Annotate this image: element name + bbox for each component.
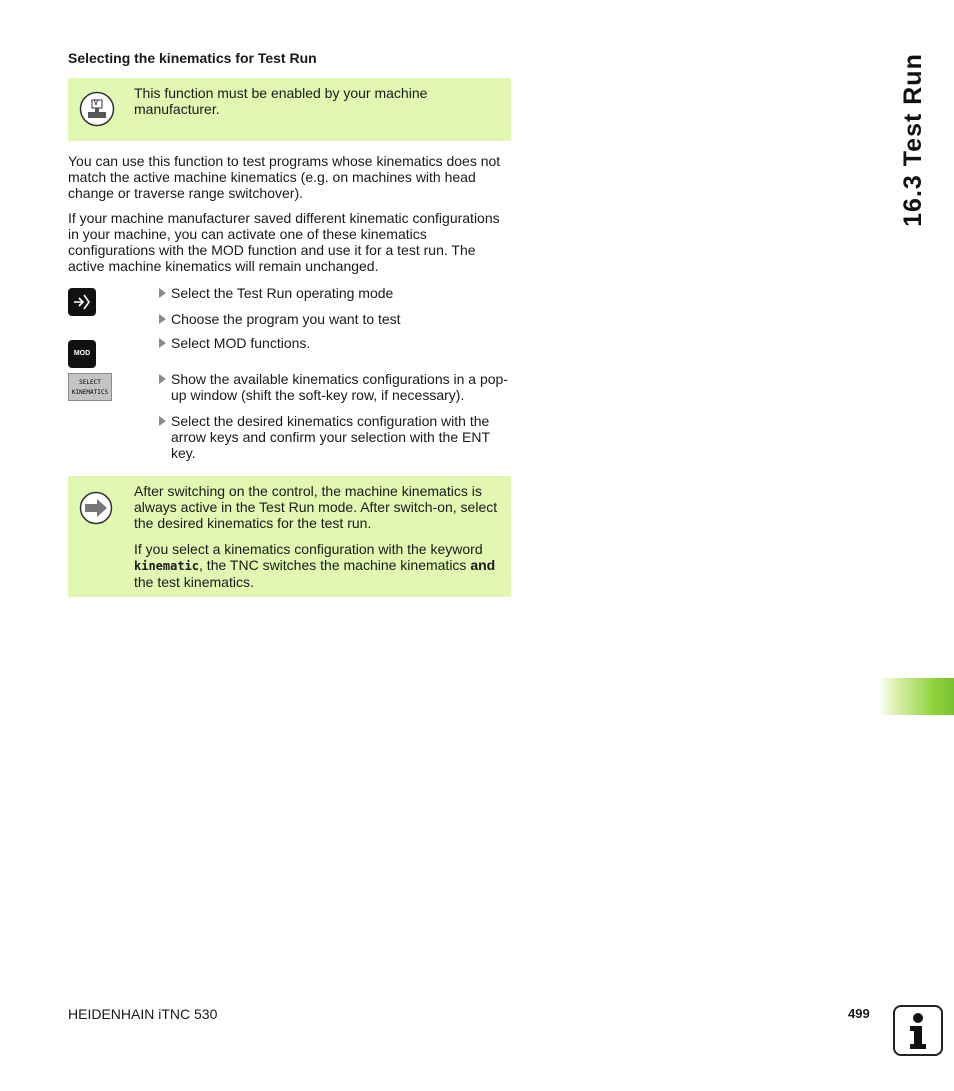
step-item (159, 335, 531, 351)
section-heading: Selecting the kinematics for Test Run (68, 50, 317, 66)
step-text: Select the desired kinematics configuration with the arrow keys and confirm your selection with the ENT key. (171, 413, 490, 461)
softkey-line-1: SELECT (79, 379, 101, 386)
note-paragraph-1: After switching on the control, the machine kinematics is always active in the Test Run mode. After switch-on, select the desired kinematics for the test run. (134, 483, 498, 531)
chapter-tab-marker (878, 678, 954, 715)
manufacturer-note-text: This function must be enabled by your machine manufacturer. (134, 85, 428, 117)
step-arrow-icon (159, 374, 166, 384)
bold-and: and (470, 557, 496, 573)
softkey-line-2: KINEMATICS (71, 389, 109, 396)
select-kinematics-softkey[interactable] (68, 373, 112, 401)
side-title-text: 16.3 Test Run (899, 53, 927, 227)
keyword-kinematic: kinematic (134, 559, 200, 573)
step-arrow-icon (159, 288, 166, 298)
page-number: 499 (848, 1006, 870, 1021)
step-item (159, 285, 531, 301)
step-text: Choose the program you want to test (171, 311, 401, 327)
mod-key[interactable]: MOD (68, 340, 96, 368)
step-text: Select MOD functions. (171, 335, 311, 351)
step-text: Show the available kinematics configurations in a pop-up window (shift the soft-key row, if necessary). (171, 371, 508, 403)
step-arrow-icon (159, 338, 166, 348)
intro-paragraph: You can use this function to test programs whose kinematics does not match the active machine kinematics (e.g. on machines with head change or traverse range switchover). (68, 153, 501, 201)
step-item (159, 311, 531, 327)
config-paragraph: If your machine manufacturer saved different kinematic configurations in your machine, you can activate one of these kinematics configurations with the MOD function and use it for a test run. The active machine kinematics will remain unchanged. (68, 210, 500, 274)
icon-letter: V (94, 101, 99, 107)
kinematics-note-text (134, 483, 506, 600)
note-paragraph-2 (134, 541, 506, 590)
step-arrow-icon (159, 314, 166, 324)
info-icon (893, 1005, 943, 1056)
note-text-segment: , the TNC switches the machine kinematics (199, 557, 471, 573)
note-text-segment: the test kinematics. (134, 574, 254, 590)
manufacturer-note-box (68, 78, 511, 141)
step-item (159, 413, 516, 461)
footer-product: HEIDENHAIN iTNC 530 (68, 1006, 218, 1022)
machine-manufacturer-icon (79, 91, 115, 127)
kinematics-note-box (68, 476, 511, 597)
step-text: Select the Test Run operating mode (171, 285, 394, 301)
step-item (159, 371, 516, 403)
step-arrow-icon (159, 416, 166, 426)
chapter-side-title (878, 40, 948, 240)
arrow-right-icon (79, 491, 113, 525)
test-run-mode-key-icon (71, 291, 93, 313)
note-text-segment: If you select a kinematics configuration with the keyword (134, 541, 483, 557)
test-run-mode-key[interactable] (68, 288, 96, 316)
